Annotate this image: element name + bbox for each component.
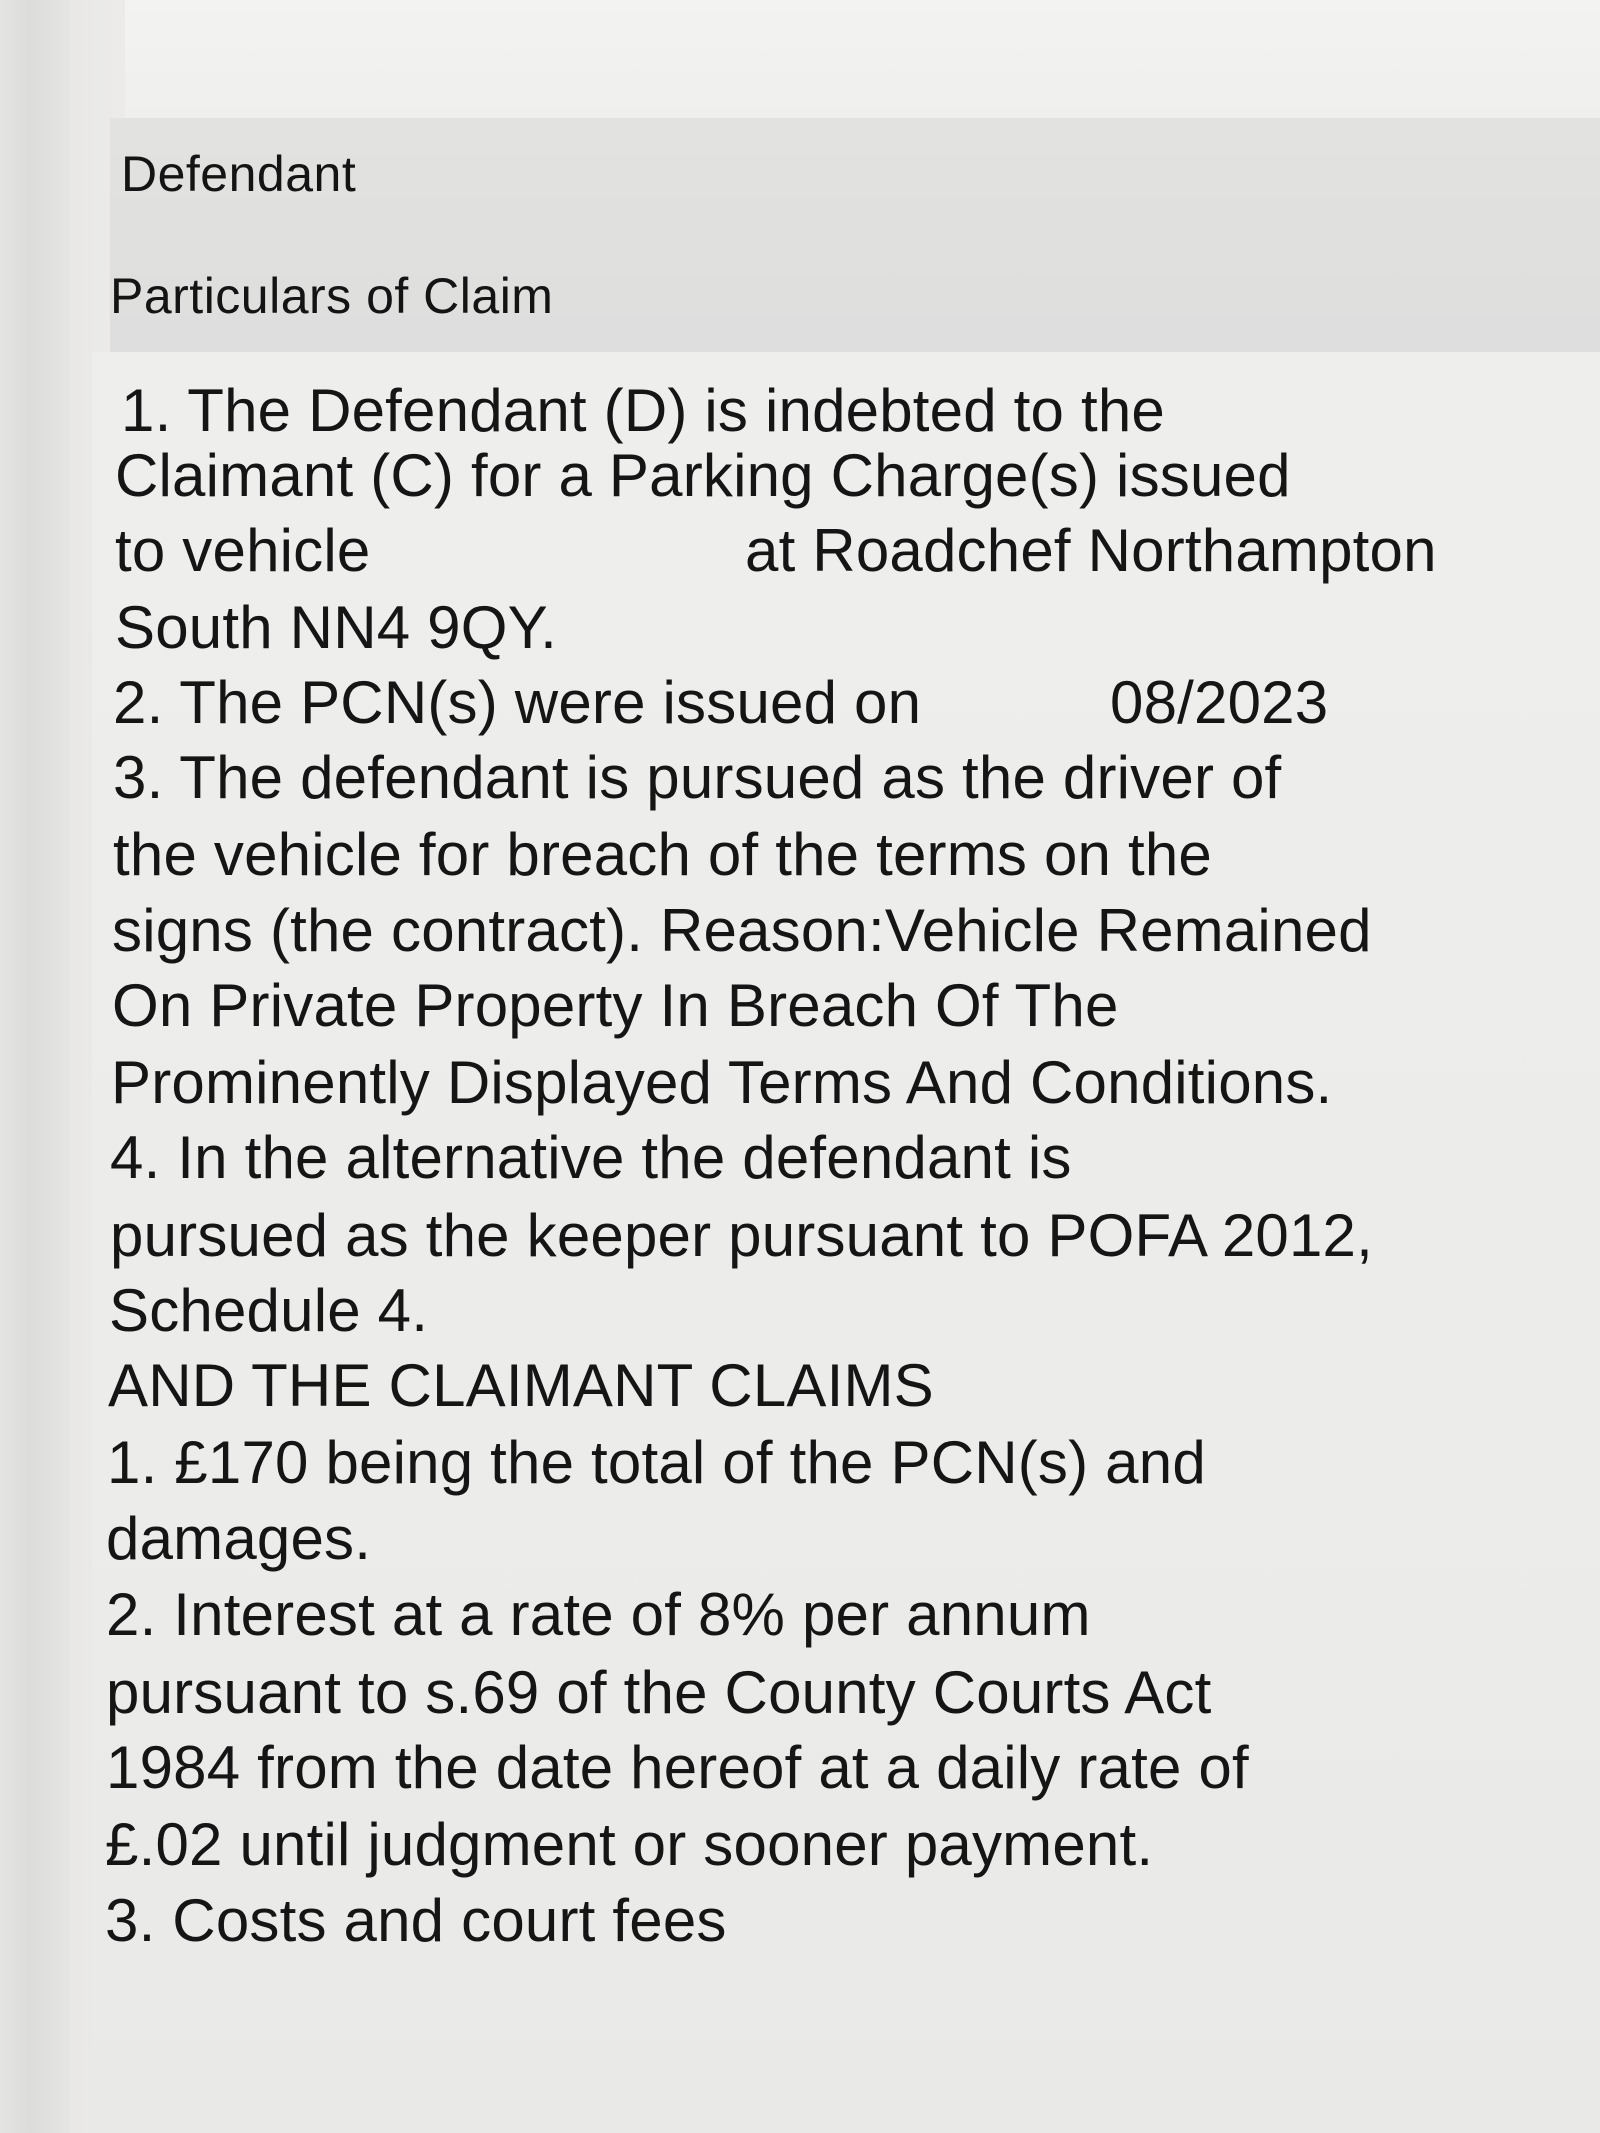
claim-line-9: On Private Property In Breach Of The bbox=[112, 972, 1119, 1039]
claim-line-2: Claimant (C) for a Parking Charge(s) issued bbox=[115, 442, 1291, 509]
claim-line-3b: at Roadchef Northampton bbox=[745, 517, 1437, 584]
claim-line-4: South NN4 9QY. bbox=[115, 594, 557, 661]
claim-line-5b: 08/2023 bbox=[1110, 669, 1329, 736]
claims-line-3: 2. Interest at a rate of 8% per annum bbox=[106, 1581, 1091, 1648]
claim-line-1: 1. The Defendant (D) is indebted to the bbox=[121, 377, 1166, 444]
claim-line-13: Schedule 4. bbox=[109, 1277, 429, 1344]
claims-line-5: 1984 from the date hereof at a daily rate of bbox=[106, 1734, 1249, 1801]
claim-line-12: pursued as the keeper pursuant to POFA 2012, bbox=[110, 1202, 1373, 1269]
claims-line-7: 3. Costs and court fees bbox=[105, 1887, 727, 1954]
claim-line-11: 4. In the alternative the defendant is bbox=[110, 1124, 1072, 1191]
claims-heading: AND THE CLAIMANT CLAIMS bbox=[108, 1352, 934, 1419]
claim-line-6: 3. The defendant is pursued as the driver of bbox=[113, 744, 1282, 811]
claims-line-4: pursuant to s.69 of the County Courts Act bbox=[106, 1659, 1212, 1726]
claim-line-10: Prominently Displayed Terms And Conditions. bbox=[111, 1049, 1333, 1116]
claim-line-7: the vehicle for breach of the terms on the bbox=[113, 821, 1213, 888]
claims-line-1: 1. £170 being the total of the PCN(s) and bbox=[107, 1429, 1206, 1496]
claims-line-2: damages. bbox=[106, 1505, 372, 1572]
defendant-heading: Defendant bbox=[121, 146, 357, 202]
claims-line-6: £.02 until judgment or sooner payment. bbox=[105, 1811, 1154, 1878]
claim-line-3a: to vehicle bbox=[115, 517, 371, 584]
particulars-of-claim-heading: Particulars of Claim bbox=[110, 268, 554, 324]
claim-line-5a: 2. The PCN(s) were issued on bbox=[113, 669, 922, 736]
claim-line-8: signs (the contract). Reason:Vehicle Remained bbox=[112, 897, 1372, 964]
